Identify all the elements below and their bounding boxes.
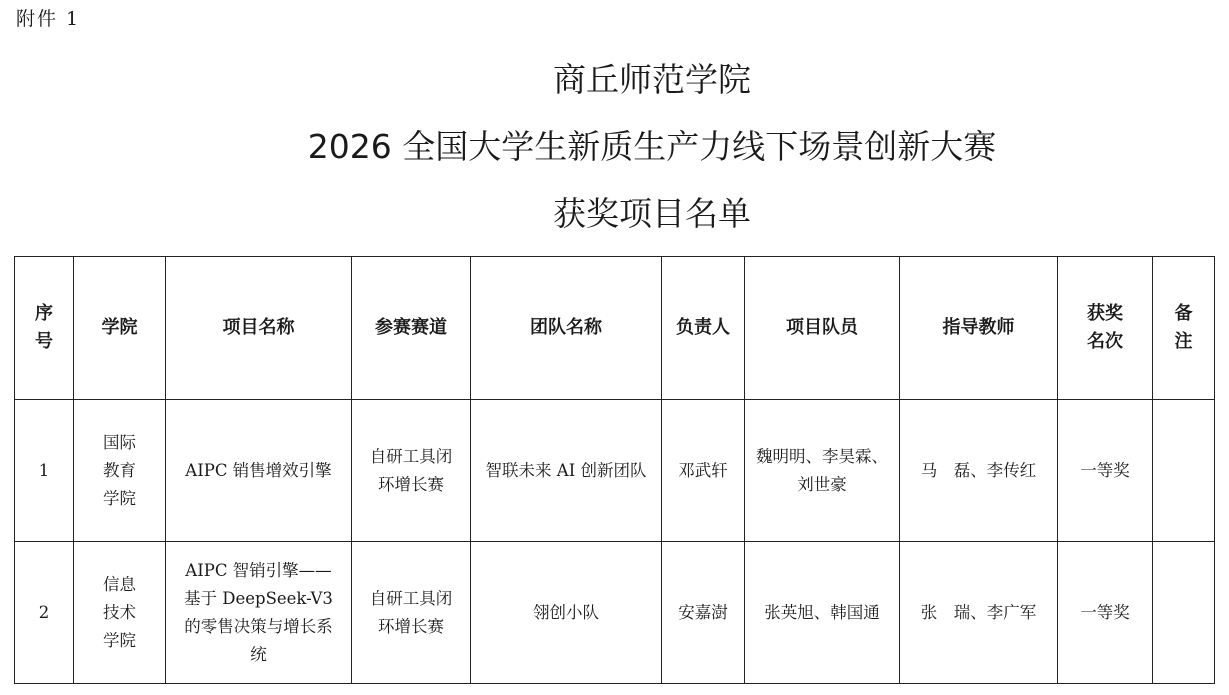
header-advisor: 指导教师 <box>900 257 1058 400</box>
header-members: 项目队员 <box>745 257 900 400</box>
header-team: 团队名称 <box>471 257 662 400</box>
header-seq: 序号 <box>15 257 74 400</box>
header-project: 项目名称 <box>166 257 352 400</box>
page-title-list: 获奖项目名单 <box>553 194 751 233</box>
cell-team: 翎创小队 <box>471 542 662 684</box>
header-leader: 负责人 <box>662 257 745 400</box>
cell-members: 张英旭、韩国通 <box>745 542 900 684</box>
table-header-row <box>15 257 1215 400</box>
cell-track: 自研工具闭环增长赛 <box>352 400 471 542</box>
cell-advisor: 马 磊、李传红 <box>900 400 1058 542</box>
page-title-competition: 2026 全国大学生新质生产力线下场景创新大赛 <box>307 127 997 166</box>
cell-advisor: 张 瑞、李广军 <box>900 542 1058 684</box>
cell-leader: 邓武轩 <box>662 400 745 542</box>
header-college: 学院 <box>74 257 166 400</box>
cell-leader: 安嘉澍 <box>662 542 745 684</box>
award-table <box>14 256 1215 684</box>
cell-award: 一等奖 <box>1058 400 1153 542</box>
cell-award: 一等奖 <box>1058 542 1153 684</box>
cell-remark <box>1153 542 1215 684</box>
cell-project: AIPC 销售增效引擎 <box>166 400 352 542</box>
cell-remark <box>1153 400 1215 542</box>
header-award: 获奖名次 <box>1058 257 1153 400</box>
header-remark: 备注 <box>1153 257 1215 400</box>
cell-track: 自研工具闭环增长赛 <box>352 542 471 684</box>
attachment-label: 附件 1 <box>16 8 81 30</box>
cell-members: 魏明明、李昊霖、刘世豪 <box>745 400 900 542</box>
page-title-institution: 商丘师范学院 <box>553 60 751 99</box>
table-row <box>15 542 1215 684</box>
cell-college: 国际教育学院 <box>74 400 166 542</box>
cell-seq: 1 <box>15 400 74 542</box>
cell-team: 智联未来 AI 创新团队 <box>471 400 662 542</box>
cell-project: AIPC 智销引擎——基于 DeepSeek-V3 的零售决策与增长系统 <box>166 542 352 684</box>
cell-college: 信息技术学院 <box>74 542 166 684</box>
cell-seq: 2 <box>15 542 74 684</box>
table-row <box>15 400 1215 542</box>
header-track: 参赛赛道 <box>352 257 471 400</box>
